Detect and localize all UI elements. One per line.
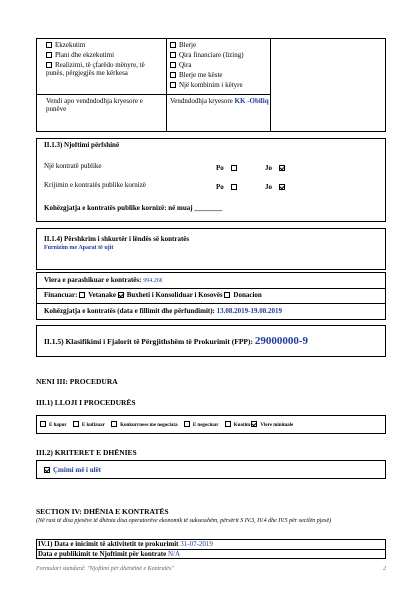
page-footer: [36, 566, 386, 572]
s113-row1-jo[interactable]: Jo: [265, 164, 288, 172]
criteria-option[interactable]: Çmimi më i ulët: [44, 466, 101, 474]
section4-title: SECTION IV: DHËNIA E KONTRATËS: [36, 507, 169, 516]
location-label-right: Vendndodhja kryesore KK -Obiliq: [170, 97, 269, 105]
section4-note: (Në rast të disa pjesëve të dhënia disa operatorëve ekonomik të suksesshëm, përsërit S IV.3, IV.4 dhe IV.5 për secilën pjesë): [36, 518, 332, 524]
option-plani[interactable]: Plani dhe ekzekutimi: [46, 51, 114, 59]
section3-title: NENI III: PROCEDURA: [36, 377, 118, 386]
option-blerje-me-keste[interactable]: Blerje me këste: [170, 71, 223, 79]
s113-title: II.1.3) Njoftimi përfshinë: [44, 141, 120, 149]
s113-row2-label: Krijimin e kontratës publike kornizë: [44, 181, 146, 189]
location-label-left: Vendi apo vendndodhja kryesore e punëve: [46, 97, 143, 114]
option-qira-financiare[interactable]: Qira financiare (lizing): [170, 51, 244, 59]
option-qira[interactable]: Qira: [170, 61, 191, 69]
proc-kuotim[interactable]: Kuotim: [225, 423, 250, 428]
s114-value: Furnizim me Aparat të ujit: [44, 245, 114, 251]
s113-row2-jo[interactable]: Jo: [265, 183, 288, 191]
fpp-row: II.1.5) Klasifikimi i Fjalorit të Përgjithshëm të Prokurimit (FPP): 29000000-9: [44, 335, 309, 347]
financing-donacion[interactable]: Donacion: [224, 291, 261, 299]
financing-row: Financuar: Vetanake Buxheti i Konsoliduar i Kosovës Donacion: [44, 291, 262, 299]
s113-duration: Kohëzgjatja e kontratës publike kornizë: në muaj ________: [44, 204, 223, 212]
option-blerje[interactable]: Blerje: [170, 41, 196, 49]
option-ekzekutim[interactable]: Ekzekutim: [46, 41, 85, 49]
value-row: Vlera e parashikuar e kontratës: 994.26€: [44, 276, 163, 284]
option-realizimi[interactable]: Realizimi, të çfarëdo mënyre, të punës, përgjegjës me kërkesa: [46, 61, 145, 78]
footer-text: Formulari standard: "Njoftimi për dhënëinë e Kontratës": [36, 566, 174, 572]
proc-e-kufizuar[interactable]: E kufizuar: [73, 423, 105, 428]
proc-vlere-minimale[interactable]: Vlere minimale: [251, 423, 293, 428]
proc-konkurruese[interactable]: Konkurruese me negociata: [111, 423, 178, 428]
proc-e-negociuar[interactable]: E negociuar: [184, 423, 219, 428]
s113-row1-po[interactable]: Po: [216, 164, 240, 172]
s31-title: III.1) LLOJI I PROCEDURËS: [36, 398, 136, 407]
duration-row: Kohëzgjatja e kontratës (data e fillimit dhe përfundimit): 13.08.2019-19.08.2019: [44, 307, 282, 315]
award-row1: IV.1) Data e inicimit të aktivitetit te prokurimit 31-07-2019: [38, 540, 213, 548]
s32-title: III.2) KRITERET E DHËNIES: [36, 448, 137, 457]
s113-row2-po[interactable]: Po: [216, 183, 240, 191]
procedure-options: [40, 421, 293, 429]
option-kombinim[interactable]: Një kombinim i këtyre: [170, 81, 243, 89]
s113-row1-label: Një kontratë publike: [44, 162, 102, 170]
page-number: 2: [383, 566, 386, 572]
financing-buxheti[interactable]: Buxheti i Konsoliduar i Kosovës: [118, 291, 223, 299]
s114-title: II.1.4) Përshkrim i shkurtër i lëndës së kontratës: [44, 235, 190, 243]
award-row2: Data e publikimit te Njoftimit për kontrate N/A: [38, 550, 180, 558]
proc-e-hapur[interactable]: E hapur: [40, 423, 67, 428]
financing-vetanake[interactable]: Vetanake: [79, 291, 116, 299]
